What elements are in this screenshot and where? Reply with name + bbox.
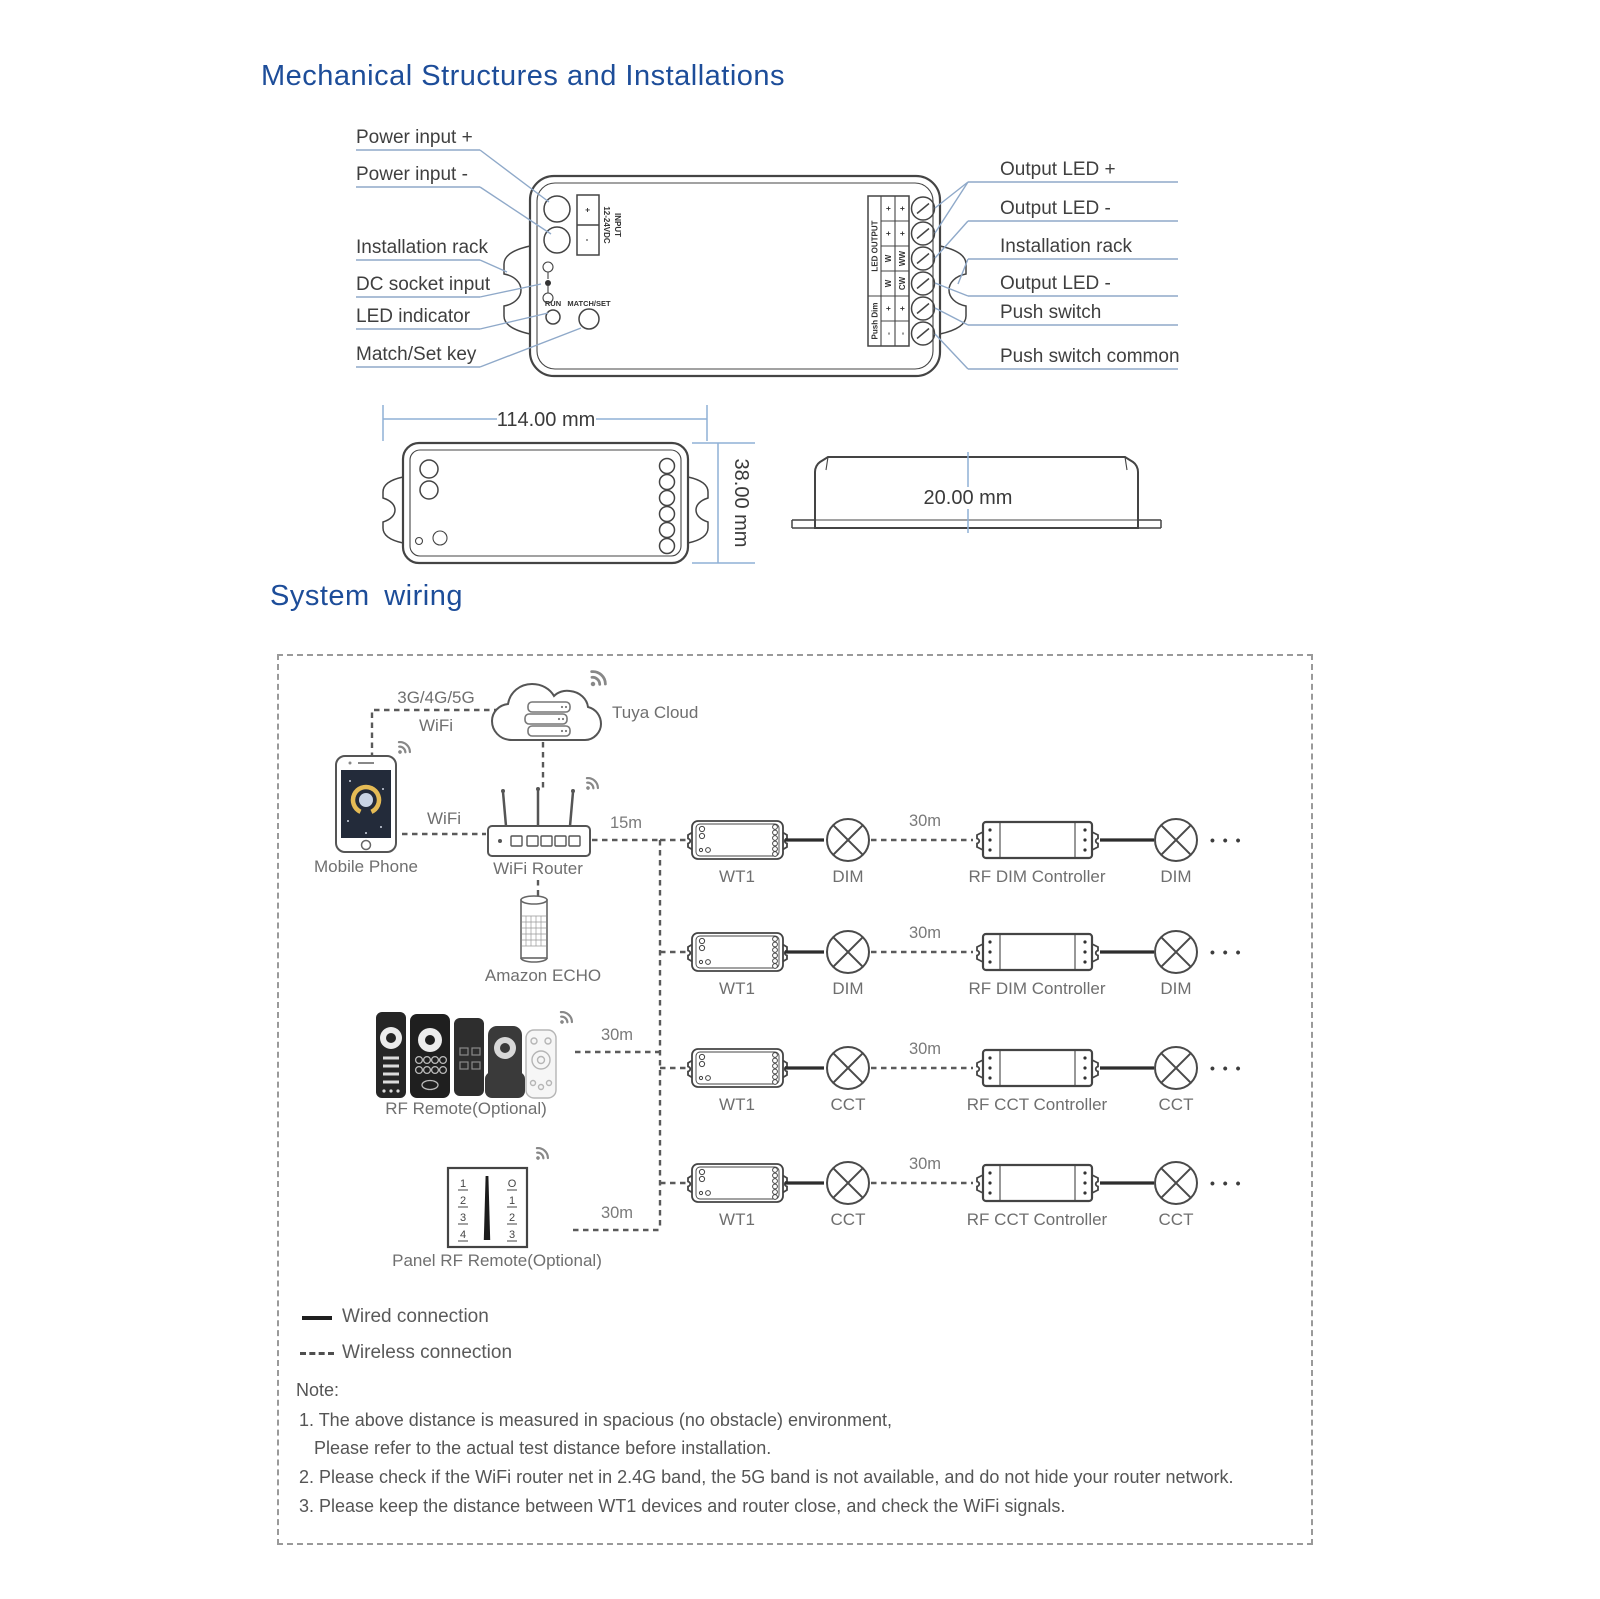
link-label-15m: 15m <box>609 814 643 832</box>
wifi-signal-icon <box>581 776 600 795</box>
wireless-line-swatch <box>300 1352 334 1355</box>
terminal-cell: - <box>884 332 893 335</box>
callout-output-led-minus-1: Output LED - <box>1000 198 1111 219</box>
more-devices-dots: • • • <box>1210 1175 1243 1191</box>
rf-controller-icon <box>977 934 1098 970</box>
lamp-label: DIM <box>832 979 864 998</box>
rf-controller-icon <box>977 1165 1098 1201</box>
wt1-label: WT1 <box>719 867 755 886</box>
input-label: INPUT <box>613 213 622 237</box>
callout-match-set-key: Match/Set key <box>356 344 477 365</box>
mobile-phone-icon <box>336 740 412 852</box>
wt1-label: WT1 <box>719 1210 755 1229</box>
input-plus-mark: + <box>583 207 592 213</box>
panel-rf-remote-label: Panel RF Remote(Optional) <box>392 1251 602 1270</box>
wifi-signal-icon <box>585 669 609 692</box>
wifi-router-icon <box>488 776 600 856</box>
panel-key: O <box>507 1178 517 1190</box>
legend-wired-label: Wired connection <box>342 1306 489 1327</box>
push-dim-label: Push Dim <box>870 302 880 340</box>
rf-controller-icon <box>977 1050 1098 1086</box>
tuya-cloud-icon <box>492 669 608 740</box>
callout-power-input-plus: Power input + <box>356 127 473 148</box>
link-label-cell-wifi: WiFi <box>419 716 453 735</box>
wt1-label: WT1 <box>719 1095 755 1114</box>
lamp-icon <box>1155 1162 1197 1204</box>
wt1-label: WT1 <box>719 979 755 998</box>
link-label-cell: 3G/4G/5G <box>397 688 475 707</box>
controller-label: RF DIM Controller <box>968 979 1106 998</box>
input-minus-mark: - <box>583 238 592 242</box>
lamp-icon <box>1155 1047 1197 1089</box>
wifi-signal-icon <box>555 1010 574 1029</box>
note-line-3: 3. Please keep the distance between WT1 devices and router close, and check the WiFi signals. <box>299 1496 1066 1516</box>
lamp-icon <box>827 1047 869 1089</box>
panel-key: 4 <box>459 1229 467 1241</box>
wt1-device-icon <box>688 933 787 971</box>
more-devices-dots: • • • <box>1210 944 1243 960</box>
panel-key: 2 <box>508 1212 516 1224</box>
remote-distance-label: 30m <box>600 1026 634 1044</box>
led-output-label: LED OUTPUT <box>870 220 880 272</box>
panel-key: 1 <box>508 1195 516 1207</box>
callout-push-switch-common: Push switch common <box>1000 346 1180 367</box>
rf-remote-group-icon <box>376 1010 574 1098</box>
lamp-icon <box>827 1162 869 1204</box>
terminal-cell: W <box>884 279 893 288</box>
callout-installation-rack-right: Installation rack <box>1000 236 1133 257</box>
distance-label: 30m <box>908 1040 942 1058</box>
wiring-row-1 <box>660 812 1242 886</box>
panel-key: 2 <box>459 1195 467 1207</box>
callout-power-input-minus: Power input - <box>356 164 468 185</box>
distance-label: 30m <box>908 1155 942 1173</box>
terminal-cell: + <box>884 206 893 211</box>
echo-label: Amazon ECHO <box>484 966 602 985</box>
terminal-cell: + <box>898 231 907 236</box>
more-devices-dots: • • • <box>1210 1060 1243 1076</box>
router-label: WiFi Router <box>493 859 583 878</box>
more-devices-dots: • • • <box>1210 832 1243 848</box>
panel-distance-label: 30m <box>600 1204 634 1222</box>
section-title-wiring: System wiring <box>270 580 463 612</box>
lamp-label: CCT <box>1158 1095 1194 1114</box>
dimension-depth: 20.00 mm <box>923 487 1013 509</box>
terminal-cell: + <box>898 306 907 311</box>
dimension-height: 38.00 mm <box>730 458 752 548</box>
terminal-cell: - <box>898 332 907 335</box>
lamp-icon <box>1155 819 1197 861</box>
wiring-row-3 <box>660 1040 1242 1114</box>
panel-key: 1 <box>459 1178 467 1190</box>
dimension-width: 114.00 mm <box>496 409 596 431</box>
panel-rf-remote-icon <box>448 1146 550 1247</box>
lamp-label: CCT <box>1158 1210 1194 1229</box>
match-set-label: MATCH/SET <box>567 299 611 308</box>
amazon-echo-icon <box>521 896 547 962</box>
callout-output-led-plus: Output LED + <box>1000 159 1116 180</box>
note-heading: Note: <box>296 1380 340 1400</box>
callout-installation-rack-left: Installation rack <box>356 237 489 258</box>
distance-label: 30m <box>908 812 942 830</box>
rf-remote-label: RF Remote(Optional) <box>385 1099 547 1118</box>
terminal-cell: + <box>898 206 907 211</box>
wired-line-swatch <box>302 1316 332 1320</box>
legend-wireless-label: Wireless connection <box>342 1342 513 1363</box>
callout-dc-socket-input: DC socket input <box>356 274 491 295</box>
terminal-cell: + <box>884 306 893 311</box>
terminal-cell: + <box>884 231 893 236</box>
lamp-label: CCT <box>830 1210 866 1229</box>
input-voltage-label: 12-24VDC <box>602 206 611 244</box>
callout-output-led-minus-2: Output LED - <box>1000 273 1111 294</box>
terminal-cell: CW <box>898 276 907 291</box>
dimension-top-view <box>383 405 755 563</box>
note-line-2: 2. Please check if the WiFi router net in 2.4G band, the 5G band is not available, and do not hide your router network. <box>299 1467 1234 1487</box>
link-label-wifi: WiFi <box>427 809 461 828</box>
panel-key: 3 <box>508 1229 516 1241</box>
lamp-icon <box>1155 931 1197 973</box>
wt1-device-icon <box>688 821 787 859</box>
controller-label: RF CCT Controller <box>966 1210 1108 1229</box>
lamp-label: CCT <box>830 1095 866 1114</box>
callout-led-indicator: LED indicator <box>356 306 471 327</box>
section-title-mechanical: Mechanical Structures and Installations <box>261 60 786 92</box>
wiring-row-4 <box>660 1155 1242 1229</box>
rf-controller-icon <box>977 822 1098 858</box>
callout-push-switch: Push switch <box>1000 302 1102 323</box>
wt1-device-icon <box>688 1049 787 1087</box>
mechanical-diagram <box>0 100 1600 580</box>
lamp-icon <box>827 819 869 861</box>
lamp-icon <box>827 931 869 973</box>
terminal-cell: WW <box>898 250 907 267</box>
controller-label: RF CCT Controller <box>966 1095 1108 1114</box>
wiring-row-2 <box>660 924 1242 998</box>
phone-label: Mobile Phone <box>314 857 418 876</box>
lamp-label: DIM <box>1160 867 1192 886</box>
cloud-label: Tuya Cloud <box>612 703 699 722</box>
lamp-label: DIM <box>1160 979 1192 998</box>
dimension-side-view <box>792 452 1161 533</box>
lamp-label: DIM <box>832 867 864 886</box>
panel-key: 3 <box>459 1212 467 1224</box>
right-callouts <box>935 159 1180 369</box>
note-line-1: 1. The above distance is measured in spacious (no obstacle) environment, <box>299 1410 892 1430</box>
run-label: RUN <box>544 299 562 308</box>
controller-label: RF DIM Controller <box>968 867 1106 886</box>
controller-device-drawing <box>504 176 966 376</box>
wifi-signal-icon <box>531 1146 550 1165</box>
wt1-device-icon <box>688 1164 787 1202</box>
note-line-1b: Please refer to the actual test distance before installation. <box>314 1438 772 1458</box>
terminal-cell: W <box>884 254 893 263</box>
wifi-signal-icon <box>393 740 412 759</box>
distance-label: 30m <box>908 924 942 942</box>
